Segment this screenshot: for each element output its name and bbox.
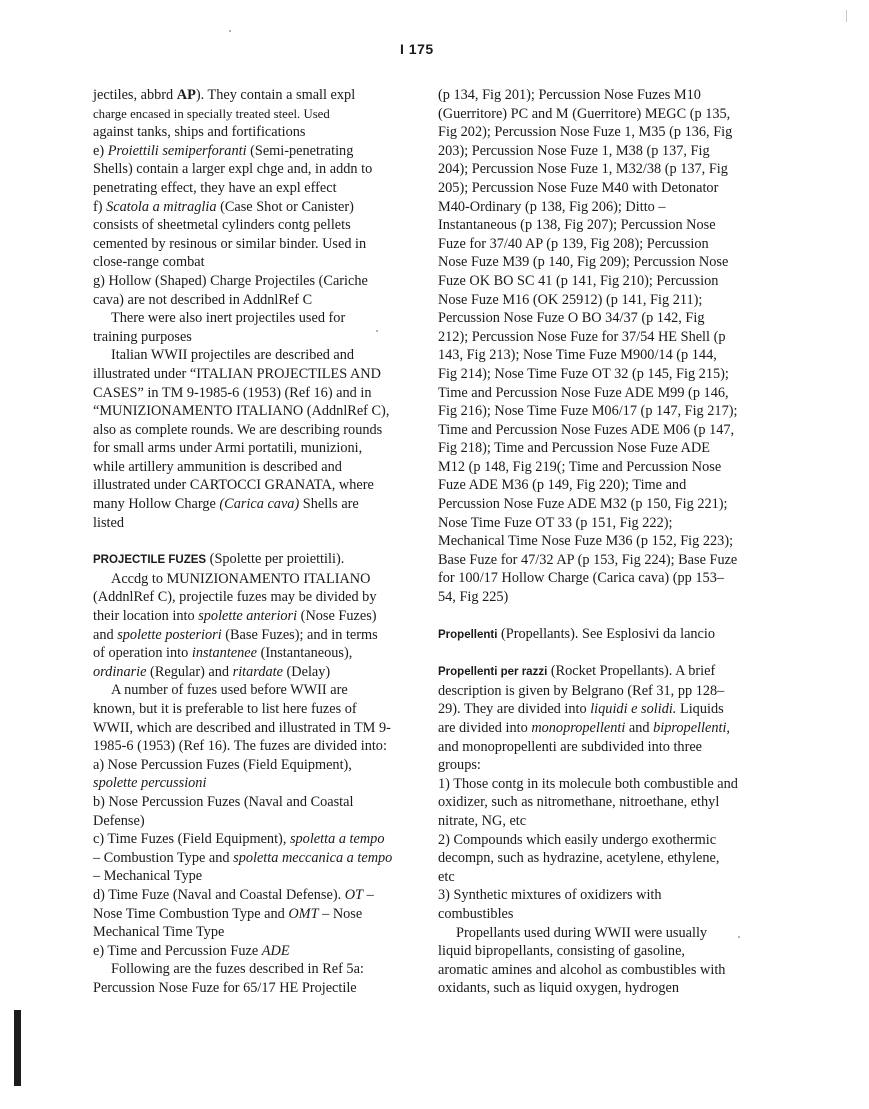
list-item-d: d) Time Fuze (Naval and Coastal Defense). OT – Nose Time Combustion Type and OMT – Nose Mechanical Time Type: [93, 886, 374, 941]
paragraph-wwii-propellants: Propellants used during WWII were usually liquid bipropellants, consisting of gasoline, aromatic amines and alcohol as combustibles with oxidants, such as liquid oxygen, hydrogen: [438, 924, 726, 997]
item-f-case-shot: f) Scatola a mitraglia (Case Shot or Canister) consists of sheetmetal cylinders contg pellets cemented by resinous or similar binder. Used in close-range combat: [93, 198, 367, 271]
left-column: [93, 86, 393, 998]
paragraph-ap-intro: jectiles, abbrd AP). They contain a small expl charge encased in specially treated steel. Used against tanks, ships and fortifications: [93, 87, 356, 141]
scan-speck: [229, 30, 231, 32]
paragraph-inert: There were also inert projectiles used for training purposes: [93, 310, 346, 345]
section-projectile-fuzes-heading: PROJECTILE FUZES (Spolette per proiettili).: [93, 551, 345, 568]
list-item-e: e) Time and Percussion Fuze ADE: [93, 942, 290, 959]
list-item-b: b) Nose Percussion Fuzes (Naval and Coastal Defense): [93, 793, 354, 829]
scan-margin-mark: [846, 10, 847, 22]
list-item-c: c) Time Fuzes (Field Equipment), spoletta a tempo – Combustion Type and spoletta meccanica a tempo – Mechanical Type: [93, 831, 393, 885]
page-number: I 175: [400, 41, 434, 57]
group-1: 1) Those contg in its molecule both combustible and oxidizer, such as nitromethane, nitroethane, ethyl nitrate, NG, etc: [438, 775, 738, 829]
paragraph-italian-projectiles: Italian WWII projectiles are described and illustrated under “ITALIAN PROJECTILES AND CASES” in TM 9-1985-6 (1953) (Ref 16) and in “MUNIZIONAMENTO ITALIANO (AddnlRef C), also as complete rounds. We are describing rounds for small arms under Armi portatili, munizioni, while artillery ammunition is described and illustrated under CARTOCCI GRANATA, where many Hollow Charge (Carica cava) Shells are listed: [93, 347, 390, 531]
group-2: 2) Compounds which easily undergo exothermic decompn, such as hydrazine, acetylene, ethylene, etc: [438, 831, 720, 885]
group-3: 3) Synthetic mixtures of oxidizers with combustibles: [438, 887, 662, 922]
entry-propellenti: Propellenti (Propellants). See Esplosivi da lancio: [438, 625, 716, 642]
item-e-semi-penetrating: e) Proiettili semiperforanti (Semi-penetrating Shells) contain a larger expl chge and, in addn to penetrating effect, they have an expl effect: [93, 142, 373, 196]
item-g-hollow-charge: g) Hollow (Shaped) Charge Projectiles (Cariche cava) are not described in AddnlRef C: [93, 272, 368, 308]
paragraph-following-fuzes: Following are the fuzes described in Ref 5a: Percussion Nose Fuze for 65/17 HE Projectile: [93, 961, 364, 996]
list-item-a: a) Nose Percussion Fuzes (Field Equipment), spolette percussioni: [93, 756, 352, 792]
entry-propellenti-per-razzi: Propellenti per razzi (Rocket Propellants). A brief description is given by Belgrano (Ref 31, pp 128–29). They are divided into liquidi e solidi. Liquids are divided into monopropellenti and bipropellenti, and monopropellenti are subdivided into three groups:: [438, 663, 730, 774]
paragraph-wwii-fuzes: A number of fuzes used before WWII are known, but it is preferable to list here fuzes of WWII, which are described and illustrated in TM 9-1985-6 (1953) (Ref 16). The fuzes are divided into:: [93, 682, 391, 755]
paragraph-fuze-classification: Accdg to MUNIZIONAMENTO ITALIANO (AddnlRef C), projectile fuzes may be divided by their location into spolette anteriori (Nose Fuzes) and spolette posteriori (Base Fuzes); and in terms of operation into instantenee (Instantaneous), ordinarie (Regular) and ritardate (Delay): [93, 570, 378, 680]
right-column: [438, 86, 738, 998]
scan-speck: [738, 936, 740, 938]
paragraph-fuze-list: (p 134, Fig 201); Percussion Nose Fuzes M10 (Guerritore) PC and M (Guerritore) MEGC (p 135, Fig 202); Percussion Nose Fuze 1, M35 (p 136, Fig 203); Percussion Nose Fuze 1, M38 (p 137, Fig 204); Percussion Nose Fuze 1, M32/38 (p 137, Fig 205); Percussion Nose Fuze M40 with Detonator M40-Ordinary (p 138, Fig 206); Ditto – Instantaneous (p 138, Fig 207); Percussion Nose Fuze for 37/40 AP (p 139, Fig 208); Percussion Nose Fuze M39 (p 140, Fig 209); Percussion Nose Fuze OK BO SC 41 (p 141, Fig 210); Percussion Nose Fuze M16 (OK 25912) (p 141, Fig 211); Percussion Nose Fuze O BO 34/37 (p 142, Fig 212); Percussion Nose Fuze for 37/54 HE Shell (p 143, Fig 213); Nose Time Fuze M900/14 (p 144, Fig 214); Nose Time Fuze OT 32 (p 145, Fig 215); Time and Percussion Nose Fuze ADE M99 (p 146, Fig 216); Nose Time Fuze M06/17 (p 147, Fig 217); Time and Percussion Nose Fuzes ADE M06 (p 147, Fig 218); Time and Percussion Nose Fuze ADE M12 (p 148, Fig 219(; Time and Percussion Nose Fuze ADE M36 (p 149, Fig 220); Time and Percussion Nose Fuze ADE M32 (p 150, Fig 221); Nose Time Fuze OT 33 (p 151, Fig 222); Mechanical Time Nose Fuze M36 (p 152, Fig 223); Base Fuze for 47/32 AP (p 153, Fig 224); Base Fuze for 100/17 Hollow Charge (Carica cava) (pp 153–54, Fig 225): [438, 87, 738, 606]
scan-edge-bar: [14, 1010, 21, 1086]
